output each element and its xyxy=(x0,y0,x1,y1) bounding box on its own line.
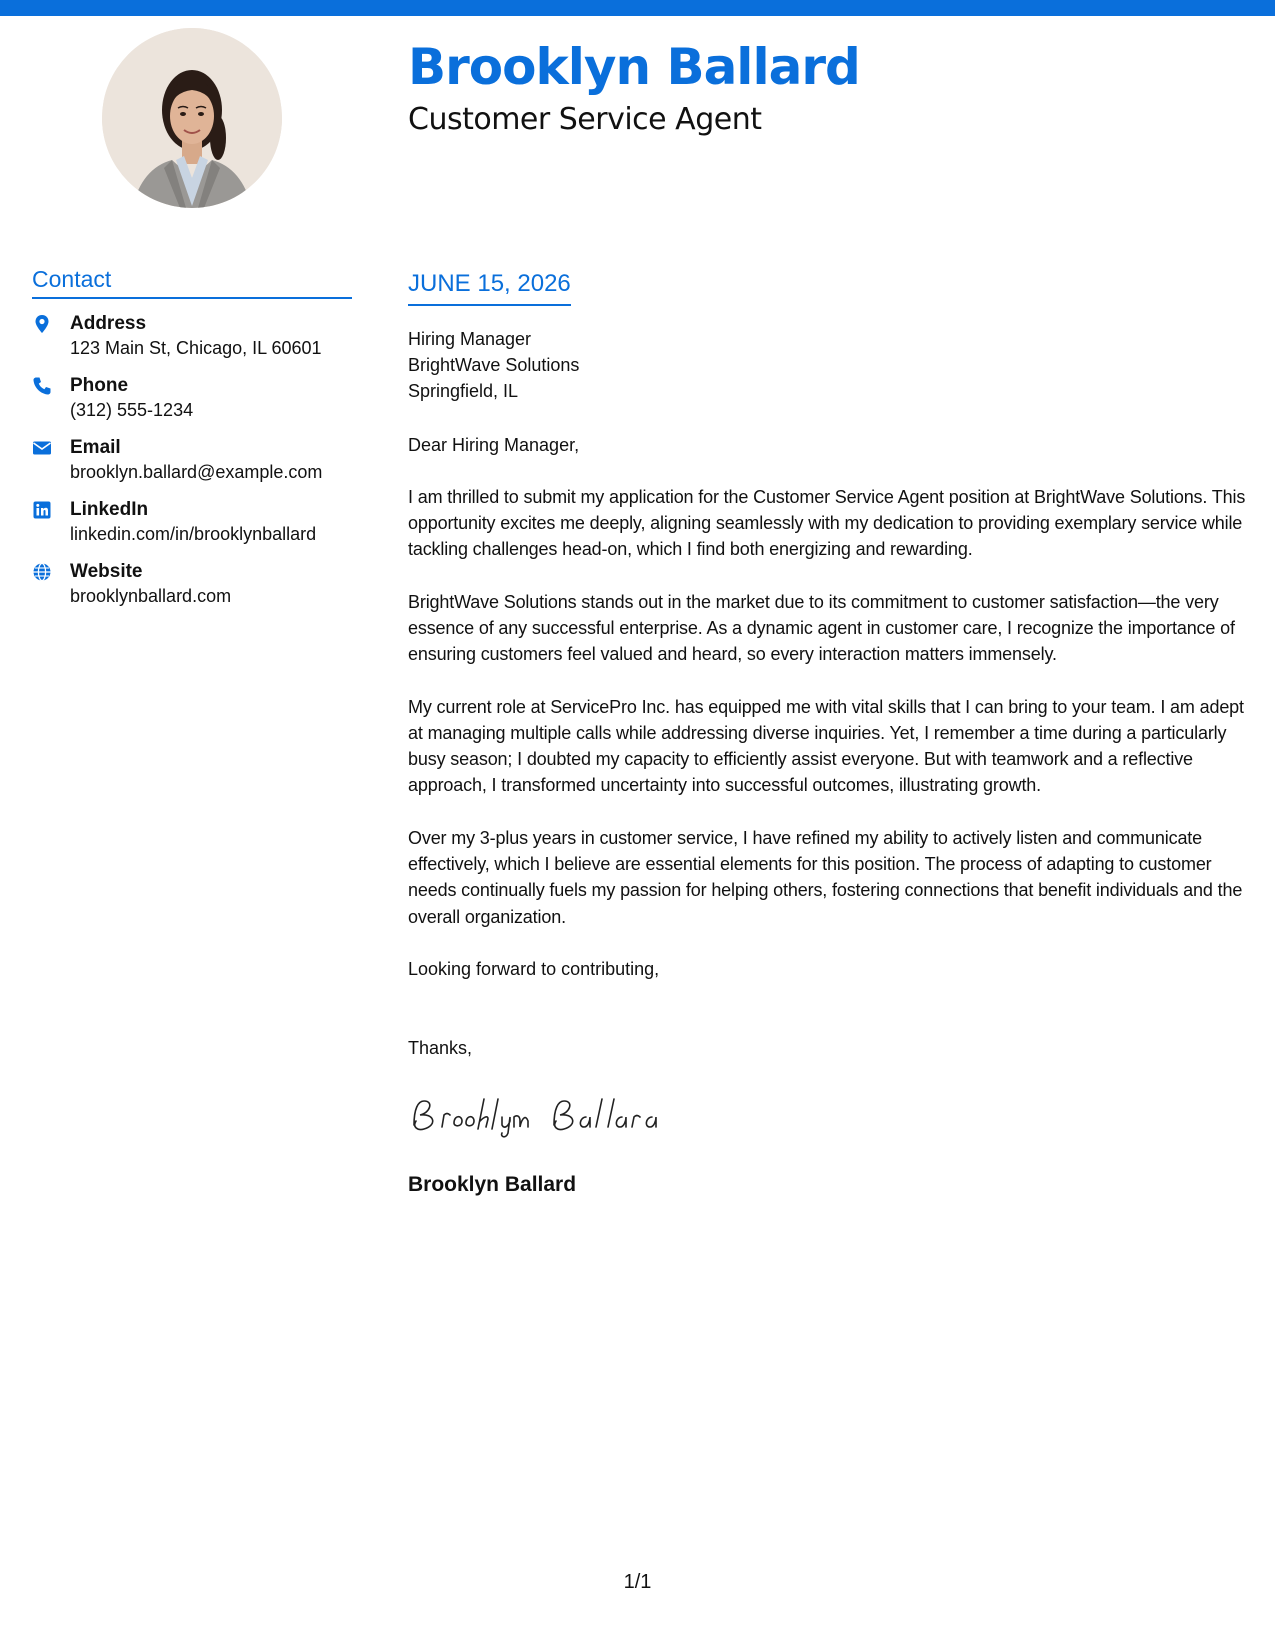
email-value[interactable]: brooklyn.ballard@example.com xyxy=(70,461,323,482)
top-accent-bar xyxy=(0,0,1275,16)
paragraph: BrightWave Solutions stands out in the market due to its commitment to customer satisfaction—the very essence of any successful enterprise. As a dynamic agent in customer care, I recognize the importance of ensuring customers feel valued and heard, so every interaction matters immensely. xyxy=(408,591,1235,665)
phone-icon xyxy=(32,376,52,396)
contact-heading: Contact xyxy=(32,266,352,299)
letter-body xyxy=(408,270,1253,1198)
globe-icon xyxy=(32,562,52,582)
signer-name: Brooklyn Ballard xyxy=(408,1172,577,1196)
applicant-name: Brooklyn Ballard xyxy=(408,38,860,96)
job-title: Customer Service Agent xyxy=(408,102,762,137)
sign-off: Thanks, xyxy=(408,1037,473,1058)
contact-item-address xyxy=(32,311,352,361)
contact-label: Website xyxy=(70,560,143,582)
recipient-name: Hiring Manager xyxy=(408,328,532,349)
contact-label: Address xyxy=(70,312,147,334)
linkedin-value[interactable]: linkedin.com/in/brooklynballard xyxy=(70,523,317,544)
profile-photo xyxy=(102,28,282,208)
recipient-block xyxy=(408,326,1253,404)
envelope-icon xyxy=(32,438,52,458)
paragraph: My current role at ServicePro Inc. has equipped me with vital skills that I can bring to your team. I am adept at managing multiple calls while addressing diverse inquiries. Yet, I remember a time during a particularly busy season; I doubted my capacity to efficiently assist everyone. But with teamwork and a reflective approach, I transformed uncertainty into successful outcomes, illustrating growth. xyxy=(408,696,1244,796)
recipient-company: BrightWave Solutions xyxy=(408,354,580,375)
map-pin-icon xyxy=(32,314,52,334)
contact-item-linkedin xyxy=(32,497,352,547)
salutation: Dear Hiring Manager, xyxy=(408,434,580,455)
page-number: 1/1 xyxy=(623,1571,652,1593)
phone-value: (312) 555-1234 xyxy=(70,399,194,420)
linkedin-icon xyxy=(32,500,52,520)
paragraph: I am thrilled to submit my application for the Customer Service Agent position at BrightWave Solutions. This opportunity excites me deeply, aligning seamlessly with my dedication to providing exemplary service while tackling challenges head-on, which I find both energizing and rewarding. xyxy=(408,486,1246,560)
contact-sidebar xyxy=(32,266,352,621)
address-value: 123 Main St, Chicago, IL 60601 xyxy=(70,337,322,358)
contact-item-website xyxy=(32,559,352,609)
contact-item-phone xyxy=(32,373,352,423)
website-value[interactable]: brooklynballard.com xyxy=(70,585,232,606)
closing-line: Looking forward to contributing, xyxy=(408,958,660,979)
handwritten-signature xyxy=(408,1091,678,1139)
contact-label: LinkedIn xyxy=(70,498,149,520)
contact-list xyxy=(32,311,352,609)
recipient-location: Springfield, IL xyxy=(408,380,519,401)
paragraph: Over my 3-plus years in customer service, I have refined my ability to actively listen and communicate effectively, which I believe are essential elements for this position. The process of adapting to customer needs continually fuels my passion for helping others, fostering connections that benefit individuals and the overall organization. xyxy=(408,827,1243,927)
contact-label: Email xyxy=(70,436,121,458)
contact-item-email xyxy=(32,435,352,485)
contact-label: Phone xyxy=(70,374,129,396)
letter-date: JUNE 15, 2026 xyxy=(408,270,571,306)
